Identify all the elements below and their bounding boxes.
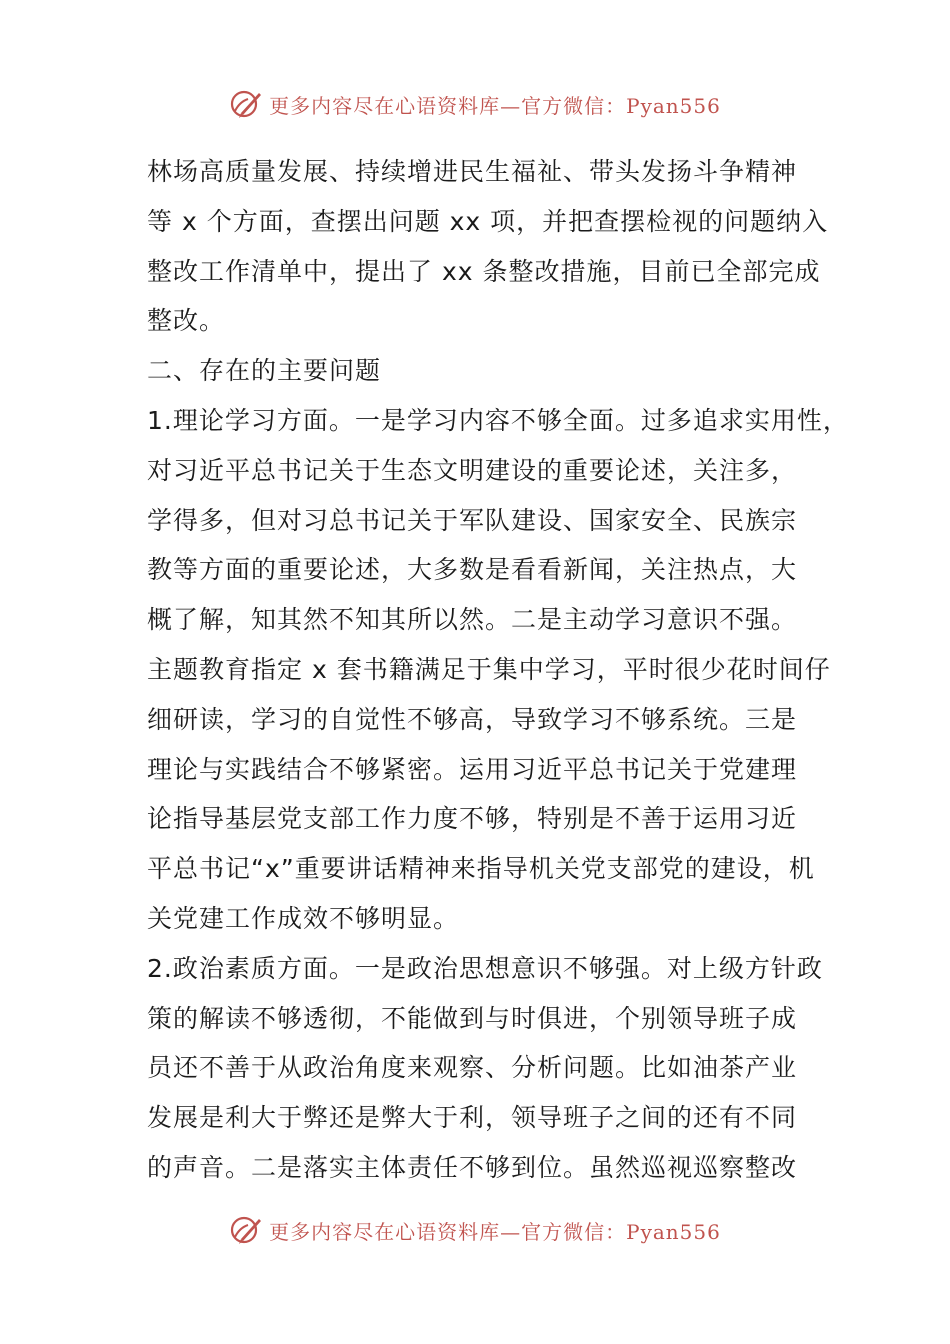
text-line: 2.政治素质方面。一是政治思想意识不够强。对上级方针政 — [147, 953, 823, 983]
text-line: 策的解读不够透彻，不能做到与时俱进，个别领导班子成 — [147, 1003, 798, 1033]
text-line: 学得多，但对习总书记关于军队建设、国家安全、民族宗 — [147, 505, 798, 535]
footer-banner — [0, 1210, 950, 1250]
text-line: 1.理论学习方面。一是学习内容不够全面。过多追求实用性， — [147, 405, 849, 435]
text-line: 论指导基层党支部工作力度不够，特别是不善于运用习近 — [147, 804, 798, 834]
text-line: 林场高质量发展、持续增进民生福祉、带头发扬斗争精神 — [147, 157, 798, 186]
banner-text: 更多内容尽在心语资料库—官方微信：Pyan556 — [269, 93, 721, 118]
text-line: 对习近平总书记关于生态文明建设的重要论述，关注多， — [147, 455, 798, 485]
text-line: 平总书记“x”重要讲话精神来指导机关党支部党的建设，机 — [147, 854, 815, 884]
section-heading: 二、存在的主要问题 — [147, 356, 382, 386]
text-line: 的声音。二是落实主体责任不够到位。虽然巡视巡察整改 — [147, 1152, 798, 1182]
banner-text: 更多内容尽在心语资料库—官方微信：Pyan556 — [269, 1219, 721, 1244]
text-line: 关党建工作成效不够明显。 — [147, 903, 460, 933]
text-line: 整改工作清单中，提出了 xx 条整改措施，目前已全部完成 — [147, 256, 821, 286]
pen-logo-icon — [229, 87, 263, 121]
text-line: 主题教育指定 x 套书籍满足于集中学习，平时很少花时间仔 — [147, 654, 831, 684]
text-line: 理论与实践结合不够紧密。运用习近平总书记关于党建理 — [147, 754, 798, 784]
text-line: 等 x 个方面，查摆出问题 xx 项，并把查摆检视的问题纳入 — [147, 206, 829, 236]
header-banner — [0, 84, 950, 124]
text-line: 细研读，学习的自觉性不够高，导致学习不够系统。三是 — [147, 704, 798, 734]
text-line: 发展是利大于弊还是弊大于利，领导班子之间的还有不同 — [147, 1103, 798, 1133]
text-line: 教等方面的重要论述，大多数是看看新闻，关注热点，大 — [147, 555, 798, 585]
text-line: 员还不善于从政治角度来观察、分析问题。比如油茶产业 — [147, 1053, 798, 1083]
text-line: 整改。 — [147, 306, 226, 336]
pen-logo-icon — [229, 1213, 263, 1247]
document-body — [147, 147, 849, 1193]
text-line: 概了解，知其然不知其所以然。二是主动学习意识不强。 — [147, 605, 798, 635]
